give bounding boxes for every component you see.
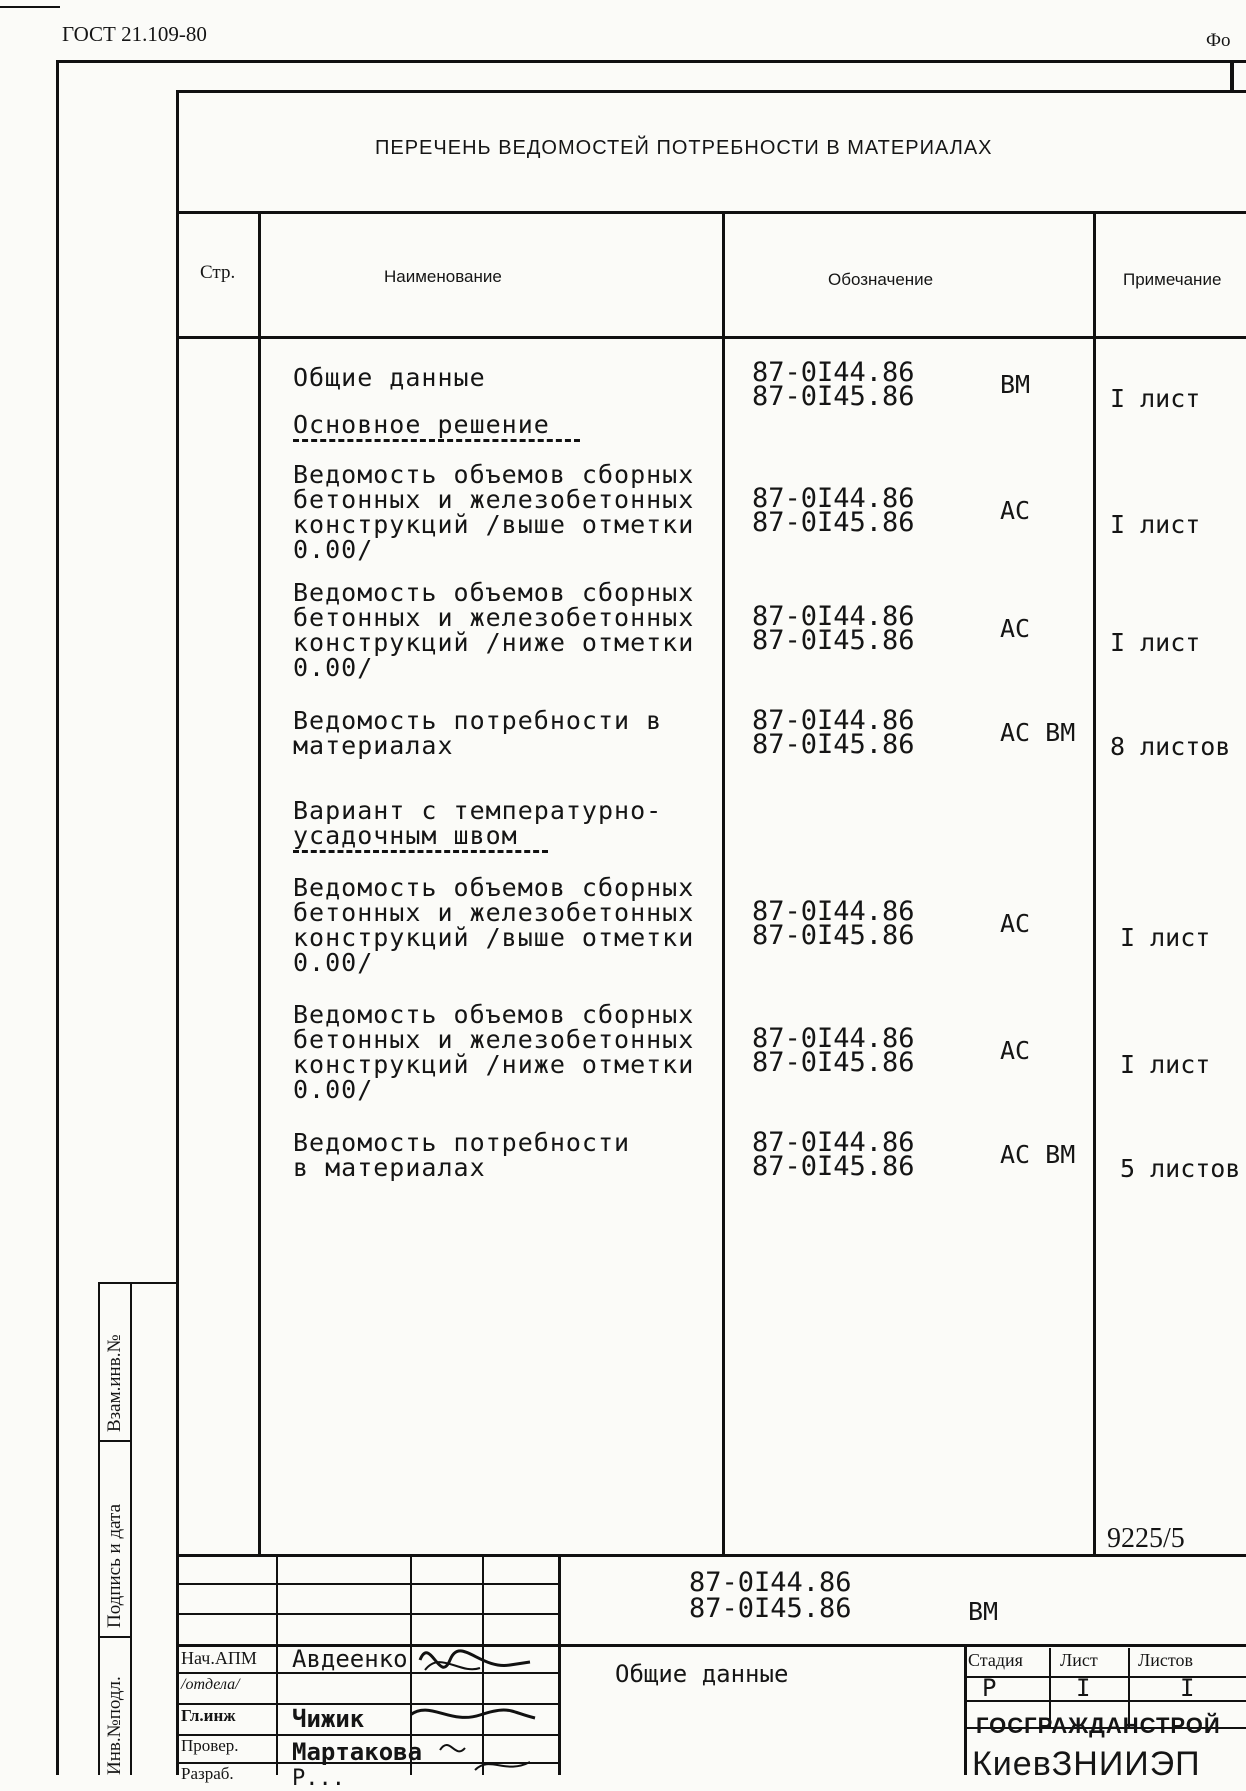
item-name-line: 0.00/ <box>293 948 374 977</box>
item-name-line: бетонных и железобетонных <box>293 898 695 927</box>
frame-top <box>56 60 1246 63</box>
item-note: 5 листов <box>1120 1154 1241 1183</box>
item-name-line: конструкций /выше отметки <box>293 923 695 952</box>
item-designation-1: 87-0I44.86 <box>752 357 915 388</box>
stamp-role-checked: Провер. <box>181 1736 239 1755</box>
side-stamp-sep1 <box>98 1440 132 1442</box>
signature-scribbles <box>410 1630 560 1775</box>
stamp-person-2: Чижик <box>292 1705 365 1733</box>
stamp-doc-type: ВМ <box>968 1597 999 1626</box>
standard-label: ГОСТ 21.109-80 <box>62 22 207 46</box>
item-name-line: Ведомость потребности <box>293 1128 631 1157</box>
item-designation-1: 87-0I44.86 <box>752 483 915 514</box>
column-header-name: Наименование <box>384 267 502 286</box>
stamp-doc-title: Общие данные <box>615 1660 789 1688</box>
item-designation-2: 87-0I45.86 <box>752 1047 915 1078</box>
item-name-line: бетонных и железобетонных <box>293 485 695 514</box>
item-name-line: бетонных и железобетонных <box>293 603 695 632</box>
item-doc-type: АС ВМ <box>1000 1140 1076 1169</box>
header-row-top <box>176 211 1246 214</box>
item-name-line: Ведомость объемов сборных <box>293 578 695 607</box>
item-name-line: конструкций /выше отметки <box>293 510 695 539</box>
item-designation-1: 87-0I44.86 <box>752 1127 915 1158</box>
item-name-line: в материалах <box>293 1153 486 1182</box>
side-stamp-divider <box>130 1282 132 1775</box>
stamp-person-4: Р... <box>292 1766 345 1791</box>
item-name-line: Ведомость потребности в <box>293 706 663 735</box>
section-heading: Основное решение <box>293 412 580 442</box>
item-name-line: материалах <box>293 731 454 760</box>
item-note: I лист <box>1110 628 1201 657</box>
column-header-note: Примечание <box>1123 270 1222 289</box>
item-note: I лист <box>1120 1050 1211 1079</box>
item-note: 8 листов <box>1110 732 1231 761</box>
side-label-original-inventory: Инв.№подл. <box>104 1676 125 1775</box>
col-divider-2 <box>722 211 725 1556</box>
item-designation-2: 87-0I45.86 <box>752 920 915 951</box>
column-header-designation: Обозначение <box>828 270 934 289</box>
side-label-replacement: Взам.инв.№ <box>104 1334 125 1432</box>
form-label: Фо <box>1206 30 1231 51</box>
item-note: I лист <box>1110 384 1201 413</box>
side-stamp-top <box>98 1282 178 1284</box>
section-heading: Вариант с температурно- <box>293 796 663 825</box>
item-designation-1: 87-0I44.86 <box>752 601 915 632</box>
header-row-bottom <box>176 336 1246 339</box>
item-name-line: Общие данные <box>293 363 486 392</box>
institute-name: КиевЗНИИЭП <box>972 1745 1201 1783</box>
side-stamp-sep2 <box>98 1636 132 1638</box>
item-designation-2: 87-0I45.86 <box>752 729 915 760</box>
item-name-line: конструкций /ниже отметки <box>293 628 695 657</box>
item-doc-type: АС <box>1000 909 1031 938</box>
item-designation-2: 87-0I45.86 <box>752 625 915 656</box>
item-name-line: бетонных и железобетонных <box>293 1025 695 1054</box>
stamp-person-3: Мартакова <box>292 1738 423 1766</box>
item-name-line: 0.00/ <box>293 535 374 564</box>
stamp-code-2: 87-0I45.86 <box>689 1593 852 1624</box>
item-name-line: Ведомость объемов сборных <box>293 873 695 902</box>
organization-name: ГОСГРАЖДАНСТРОЙ <box>976 1713 1221 1738</box>
stamp-stage-label: Стадия <box>968 1650 1023 1670</box>
side-label-signature-date: Подпись и дата <box>104 1503 125 1628</box>
item-doc-type: АС ВМ <box>1000 718 1076 747</box>
item-designation-2: 87-0I45.86 <box>752 381 915 412</box>
item-name-line: Ведомость объемов сборных <box>293 1000 695 1029</box>
col-divider-1 <box>258 211 261 1556</box>
stamp-role-dept: /отдела/ <box>181 1676 240 1693</box>
section-heading: усадочным швом <box>293 823 548 853</box>
item-name-line: 0.00/ <box>293 1075 374 1104</box>
stamp-stage-value: Р <box>982 1674 997 1702</box>
document-title: ПЕРЕЧЕНЬ ВЕДОМОСТЕЙ ПОТРЕБНОСТИ В МАТЕРИАЛАХ <box>375 137 993 159</box>
stamp-role-developer: Разраб. <box>181 1764 234 1783</box>
item-doc-type: ВМ <box>1000 370 1031 399</box>
item-designation-1: 87-0I44.86 <box>752 896 915 927</box>
stamp-role-chief-engineer: Гл.инж <box>181 1706 236 1725</box>
table-left <box>176 90 179 1775</box>
stamp-sheet-value: I <box>1076 1674 1091 1702</box>
stamp-code-1: 87-0I44.86 <box>689 1567 852 1598</box>
item-note: I лист <box>1120 923 1211 952</box>
side-stamp-left <box>98 1282 100 1775</box>
stamp-person-1: Авдеенко <box>292 1645 408 1673</box>
col-divider-3 <box>1093 211 1096 1556</box>
frame-left <box>56 60 59 1775</box>
item-doc-type: АС <box>1000 614 1031 643</box>
item-doc-type: АС <box>1000 496 1031 525</box>
item-designation-1: 87-0I44.86 <box>752 1023 915 1054</box>
item-name-line: конструкций /ниже отметки <box>293 1050 695 1079</box>
item-designation-1: 87-0I44.86 <box>752 705 915 736</box>
stamp-sheets-value: I <box>1180 1674 1195 1702</box>
stamp-sheet-label: Лист <box>1060 1650 1098 1670</box>
table-top <box>176 90 1246 93</box>
item-name-line: Ведомость объемов сборных <box>293 460 695 489</box>
column-header-page: Стр. <box>200 262 236 283</box>
top-left-mark <box>0 6 60 8</box>
stamp-sheets-label: Листов <box>1138 1650 1193 1670</box>
item-designation-2: 87-0I45.86 <box>752 1151 915 1182</box>
item-designation-2: 87-0I45.86 <box>752 507 915 538</box>
stamp-role-head: Нач.АПМ <box>181 1648 257 1668</box>
item-name-line: 0.00/ <box>293 653 374 682</box>
document-number: 9225/5 <box>1107 1523 1185 1554</box>
frame-top-right-tick <box>1230 62 1234 92</box>
item-note: I лист <box>1110 510 1201 539</box>
item-doc-type: АС <box>1000 1036 1031 1065</box>
